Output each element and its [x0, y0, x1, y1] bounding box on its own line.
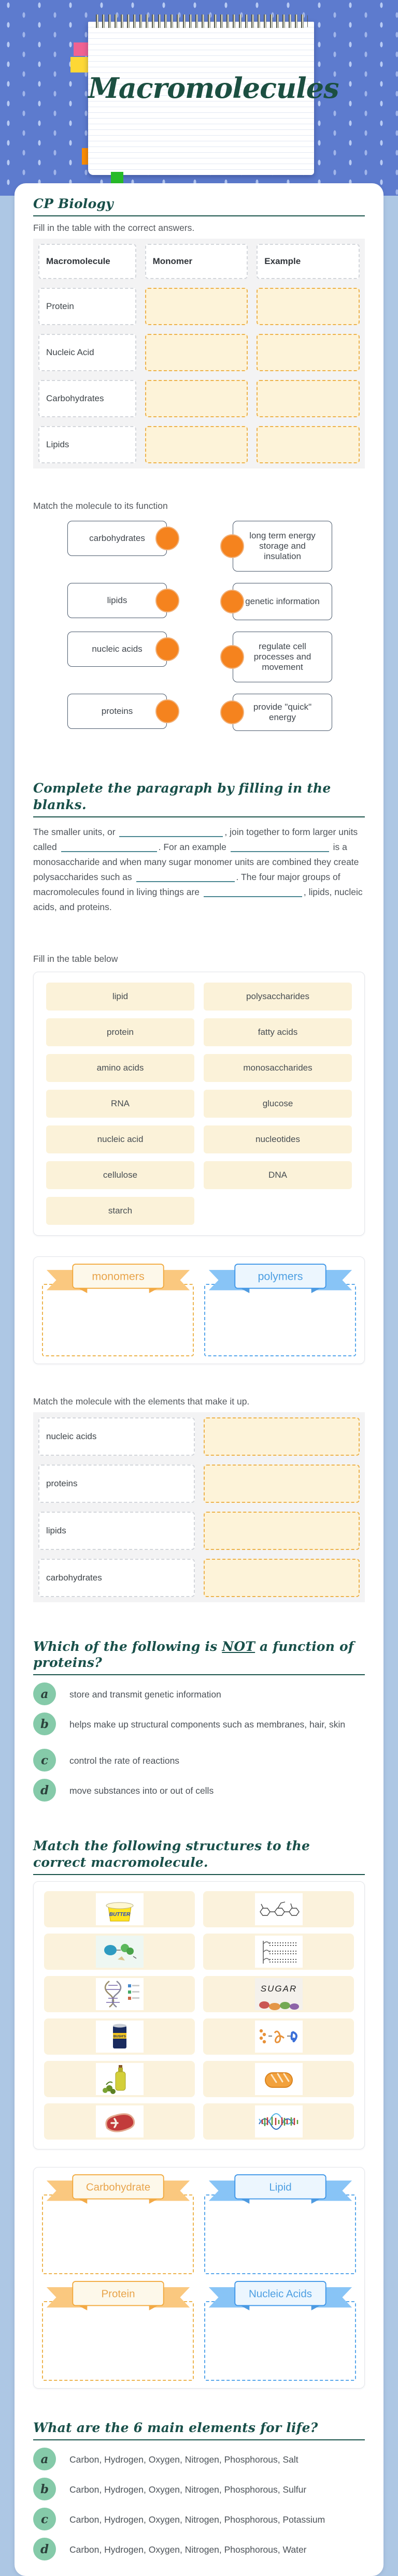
q1-row-label: Protein [38, 288, 136, 325]
structure-tile[interactable] [44, 2061, 195, 2097]
worksheet-title: Macromolecules [88, 71, 339, 105]
choice-letter-d[interactable]: d [33, 2538, 56, 2560]
enzyme-substrate-diagram-image [96, 1936, 144, 1968]
structure-tile[interactable] [44, 2103, 195, 2140]
q6-heading-not: NOT [222, 1638, 255, 1654]
structure-tile[interactable] [203, 2103, 354, 2140]
q9-option-a[interactable] [33, 2448, 365, 2470]
q5-lipids-input[interactable] [204, 1512, 360, 1550]
q1-lipid-monomer-input[interactable] [145, 426, 248, 463]
q5-proteins-input[interactable] [204, 1465, 360, 1503]
butter-tub-image [96, 1893, 144, 1925]
blue-ribbon-icon [208, 2278, 353, 2312]
q1-header-cell [253, 240, 363, 283]
worksheet-card [15, 183, 383, 2576]
q1-row-label: Lipids [38, 426, 136, 463]
q6-option-a[interactable] [33, 1682, 365, 1705]
word-chip[interactable]: glucose [204, 1090, 352, 1118]
heading-divider [33, 215, 365, 216]
q6-option-text: move substances into or out of cells [69, 1785, 214, 1796]
q1-row-label: Carbohydrates [38, 380, 136, 417]
q5-row-label: carbohydrates [38, 1559, 195, 1597]
q5-row-label: lipids [38, 1512, 195, 1550]
word-chip[interactable]: monosaccharides [204, 1054, 352, 1082]
connector-dot-icon[interactable] [155, 589, 179, 612]
q9-option-text: Carbon, Hydrogen, Oxygen, Nitrogen, Phosphorous, Potassium [69, 2514, 325, 2525]
connector-dot-icon[interactable] [220, 645, 244, 669]
q1-header-cell [141, 240, 252, 283]
protein-folding-diagram-image [255, 2021, 303, 2053]
spiral-binding-icon [94, 14, 308, 28]
q2-right-genetic-info[interactable] [233, 583, 332, 620]
q2-left-nucleic-acids[interactable] [67, 632, 167, 667]
q1-label-cell [35, 330, 140, 375]
word-chip[interactable]: protein [46, 1018, 194, 1046]
structure-tile[interactable] [44, 1976, 195, 2012]
choice-letter-c[interactable]: c [33, 1749, 56, 1772]
svg-text:BUTTER: BUTTER [109, 1911, 130, 1918]
polymers-banner-label: polymers [257, 1270, 303, 1283]
header-banner [0, 0, 398, 196]
q9-option-text: Carbon, Hydrogen, Oxygen, Nitrogen, Phosphorous, Sulfur [69, 2484, 307, 2495]
q9-option-text: Carbon, Hydrogen, Oxygen, Nitrogen, Phosphorous, Salt [69, 2454, 298, 2465]
structure-tile[interactable] [44, 2018, 195, 2055]
q3-text: , lipids, nucleic acids, and proteins. [33, 886, 363, 912]
q1-answer-cell [141, 330, 252, 375]
q5-label-cell [35, 1555, 198, 1601]
q2-prompt: Match the molecule to its function [33, 501, 168, 511]
q2-right-label: provide "quick" energy [253, 702, 312, 723]
monomers-banner-block [41, 1265, 195, 1356]
connector-dot-icon[interactable] [220, 534, 244, 558]
word-chip[interactable]: DNA [204, 1161, 352, 1189]
q1-carb-example-input[interactable] [257, 380, 360, 417]
q3-blank-4[interactable] [136, 872, 235, 882]
connector-dot-icon[interactable] [155, 637, 179, 661]
lipid-banner-label: Lipid [268, 2181, 292, 2193]
steak-image [96, 2105, 144, 2138]
q1-table [33, 239, 365, 469]
q2-right-regulate-cell[interactable] [233, 632, 332, 682]
lipid-drop-zone[interactable] [204, 2194, 356, 2274]
q1-answer-cell [141, 284, 252, 329]
q2-right-quick-energy[interactable] [233, 694, 332, 731]
q6-option-d[interactable] [33, 1779, 365, 1802]
olive-oil-image [96, 2063, 144, 2095]
heading-divider [33, 1674, 365, 1675]
structure-tile[interactable] [44, 1891, 195, 1927]
structure-tile[interactable] [203, 2018, 354, 2055]
q2-left-label: proteins [101, 706, 133, 716]
polymers-banner-block [203, 1265, 357, 1356]
q1-col-header: Example [257, 244, 360, 279]
q2-match-row [67, 694, 365, 731]
structure-tile[interactable] [203, 1934, 354, 1970]
beans-can-image [96, 2021, 144, 2053]
q9-option-text: Carbon, Hydrogen, Oxygen, Nitrogen, Phosphorous, Water [69, 2544, 307, 2555]
q5-answer-cell [200, 1414, 364, 1459]
q5-row-label: proteins [38, 1465, 195, 1503]
macromolecule-sort [33, 2167, 365, 2389]
q9-option-b[interactable] [33, 2478, 365, 2500]
q1-prompt: Fill in the table with the correct answers. [33, 223, 195, 233]
structure-tile[interactable] [203, 1891, 354, 1927]
polysaccharide-structure-image [255, 1893, 303, 1925]
q5-label-cell [35, 1508, 198, 1554]
choice-letter-b[interactable]: b [33, 2478, 56, 2500]
choice-letter-a[interactable]: a [33, 2448, 56, 2470]
monomer-polymer-sort [33, 1256, 365, 1364]
q6-heading [33, 1638, 365, 1671]
q1-protein-monomer-input[interactable] [145, 288, 248, 325]
q5-row-label: nucleic acids [38, 1417, 195, 1456]
word-chip[interactable]: lipid [46, 983, 194, 1011]
q5-answer-cell [200, 1461, 364, 1506]
q1-answer-cell [141, 376, 252, 421]
word-chip[interactable]: amino acids [46, 1054, 194, 1082]
structure-tile[interactable] [203, 1976, 354, 2012]
word-chip[interactable]: cellulose [46, 1161, 194, 1189]
q2-left-carbohydrates[interactable] [67, 521, 167, 556]
q5-label-cell [35, 1414, 198, 1459]
word-chip[interactable]: starch [46, 1197, 194, 1225]
nucleic-acids-banner-block [203, 2282, 357, 2381]
protein-banner-label: Protein [101, 2288, 135, 2300]
q2-left-label: lipids [107, 595, 127, 606]
word-chip[interactable]: nucleotides [204, 1125, 352, 1153]
choice-letter-a[interactable]: a [33, 1682, 56, 1705]
svg-text:BUSH'S: BUSH'S [113, 2035, 126, 2039]
q3-heading: Complete the paragraph by filling in the blanks. [33, 781, 331, 812]
word-chip[interactable]: nucleic acid [46, 1125, 194, 1153]
structure-tile[interactable] [203, 2061, 354, 2097]
q2-right-label: regulate cell processes and movement [253, 641, 311, 672]
blue-ribbon-icon [208, 2172, 353, 2206]
q3-blank-3[interactable] [231, 842, 329, 852]
q1-label-cell [35, 376, 140, 421]
choice-letter-b[interactable]: b [33, 1713, 56, 1735]
word-chip[interactable]: fatty acids [204, 1018, 352, 1046]
q1-header-cell [35, 240, 140, 283]
q9-option-d[interactable] [33, 2538, 365, 2560]
q2-match-row [67, 521, 365, 572]
q6-option-text: helps make up structural components such as membranes, hair, skin [69, 1719, 346, 1730]
q1-row-label: Nucleic Acid [38, 334, 136, 371]
q6-heading-text: a function of proteins? [33, 1638, 354, 1670]
q2-right-label: long term energy storage and insulation [249, 531, 316, 562]
structure-image-grid [33, 1881, 365, 2149]
q6-option-text: control the rate of reactions [69, 1755, 180, 1766]
bank-prompt: Fill in the table below [33, 953, 118, 964]
orange-ribbon-icon [46, 1261, 191, 1295]
q6-option-text: store and transmit genetic information [69, 1689, 221, 1700]
q1-nucleic-example-input[interactable] [257, 334, 360, 371]
q5-answer-cell [200, 1555, 364, 1601]
monomers-banner-label: monomers [91, 1270, 145, 1283]
q1-answer-cell [253, 376, 363, 421]
q1-label-cell [35, 284, 140, 329]
nucleic-acids-drop-zone[interactable] [204, 2301, 356, 2381]
protein-banner-block [41, 2282, 195, 2381]
q2-left-label: nucleic acids [92, 644, 143, 654]
connector-dot-icon[interactable] [155, 526, 179, 550]
q2-right-label: genetic information [245, 596, 320, 607]
q3-text: . The four major groups of macromolecules found in living things are [33, 871, 340, 897]
protein-drop-zone[interactable] [42, 2301, 194, 2381]
q1-answer-cell [141, 422, 252, 467]
q9-option-c[interactable] [33, 2508, 365, 2530]
q3-blank-2[interactable] [61, 842, 157, 852]
nucleic-acids-banner-label: Nucleic Acids [248, 2288, 312, 2300]
q3-text: The smaller units, or [33, 826, 118, 837]
choice-letter-c[interactable]: c [33, 2508, 56, 2530]
q2-left-lipids[interactable] [67, 583, 167, 618]
q5-carbs-input[interactable] [204, 1559, 360, 1597]
dna-helix-diagram-image [96, 1978, 144, 2010]
q1-nucleic-monomer-input[interactable] [145, 334, 248, 371]
q3-text: is a monosaccharide and when many sugar monomer units are combined they create polysaccharides such as [33, 841, 359, 882]
q5-nucleic-input[interactable] [204, 1417, 360, 1456]
q5-prompt: Match the molecule with the elements that make it up. [33, 1396, 250, 1407]
q3-paragraph [33, 825, 366, 915]
q2-match-row [67, 583, 365, 620]
carbohydrate-drop-zone[interactable] [42, 2194, 194, 2274]
connector-dot-icon[interactable] [220, 700, 244, 724]
svg-text:SUGAR: SUGAR [260, 1983, 297, 1994]
q1-lipid-example-input[interactable] [257, 426, 360, 463]
q6-heading-text: Which of the following is [33, 1638, 222, 1654]
word-chip[interactable]: polysaccharides [204, 983, 352, 1011]
q5-label-cell [35, 1461, 198, 1506]
q2-left-label: carbohydrates [89, 533, 145, 544]
blue-ribbon-icon [208, 1261, 353, 1295]
orange-ribbon-icon [46, 2278, 191, 2312]
connector-dot-icon[interactable] [155, 699, 179, 723]
orange-ribbon-icon [46, 2172, 191, 2206]
q2-left-proteins[interactable] [67, 694, 167, 729]
heading-divider [33, 1874, 365, 1875]
q5-answer-cell [200, 1508, 364, 1554]
sugar-photo-image [255, 1978, 303, 2010]
q1-answer-cell [253, 422, 363, 467]
q7-heading: Match the following structures to the correct macromolecule. [33, 1838, 310, 1870]
dna-strand-image [255, 2105, 303, 2138]
q1-col-header: Monomer [145, 244, 248, 279]
choice-letter-d[interactable]: d [33, 1779, 56, 1802]
heading-divider [33, 2439, 365, 2440]
q3-blank-5[interactable] [204, 887, 302, 897]
q5-table [33, 1412, 365, 1602]
q3-text: , join together to form larger units called [33, 826, 358, 852]
carbohydrate-banner-block [41, 2176, 195, 2274]
q3-text: . For an example [158, 841, 229, 852]
heading-divider [33, 816, 365, 817]
q9-heading: What are the 6 main elements for life? [33, 2420, 318, 2435]
q6-option-b[interactable] [33, 1713, 365, 1735]
word-bank [33, 972, 365, 1236]
connector-dot-icon[interactable] [220, 590, 244, 613]
word-chip[interactable]: RNA [46, 1090, 194, 1118]
notebook-paper [88, 22, 339, 175]
structure-tile[interactable] [44, 1934, 195, 1970]
q1-protein-example-input[interactable] [257, 288, 360, 325]
lipid-banner-block [203, 2176, 357, 2274]
q1-answer-cell [253, 284, 363, 329]
q1-carb-monomer-input[interactable] [145, 380, 248, 417]
q1-label-cell [35, 422, 140, 467]
q6-option-c[interactable] [33, 1749, 365, 1772]
q1-answer-cell [253, 330, 363, 375]
course-title: CP Biology [33, 196, 113, 211]
carbohydrate-banner-label: Carbohydrate [86, 2181, 150, 2193]
triglyceride-structure-image [255, 1936, 303, 1968]
q1-col-header: Macromolecule [38, 244, 136, 279]
q2-right-energy-storage[interactable] [233, 521, 332, 572]
bread-loaf-image [255, 2063, 303, 2095]
notebook-graphic [88, 14, 339, 178]
q2-match-row [67, 632, 365, 682]
q3-blank-1[interactable] [119, 827, 223, 837]
